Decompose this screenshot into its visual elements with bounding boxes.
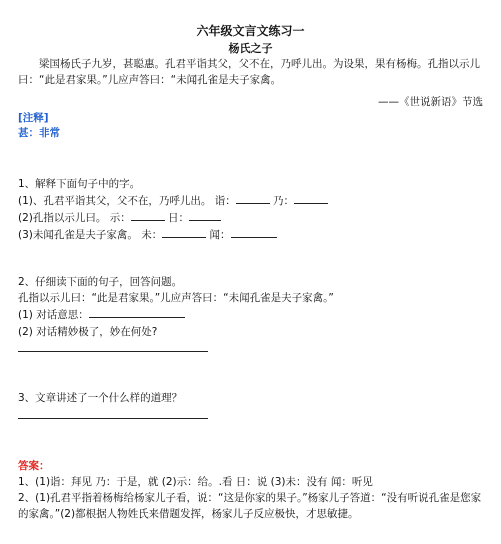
notes-heading: [注释] (18, 112, 49, 124)
answer-heading: 答案： (18, 460, 50, 472)
answer-2: 2、(1)孔君平指着杨梅给杨家儿子看，说：“这是你家的果子。”杨家儿子答道：“没有听说孔雀是您家的家禽。”(2)都根据人物姓氏来借题发挥，杨家儿子反应极快，才思敏捷。 (18, 492, 482, 520)
q1-line-1-text: (1)、孔君平诣其父，父不在，乃呼儿出。 诣： (18, 195, 236, 207)
answer-blank[interactable] (131, 210, 165, 221)
q2-quote: 孔指以示儿曰：“此是君家果。”儿应声答曰：“未闻孔雀是夫子家禽。” (18, 292, 334, 304)
q1-line-3-mid: 闻： (206, 229, 231, 241)
q3-heading: 3、文章讲述了一个什么样的道理？ (18, 392, 183, 404)
q1-line-2-text: (2)孔指以示儿曰。 示： (18, 212, 131, 224)
answer-line[interactable] (18, 418, 208, 419)
passage-title: 杨氏之子 (228, 42, 273, 55)
answer-blank[interactable] (294, 193, 328, 204)
q1-line-2-mid: 日： (164, 212, 190, 224)
q2-sub-1-label: (1) 对话意思： (18, 309, 89, 321)
note-item: 甚：非常 (18, 127, 60, 139)
q1-line-3 (18, 227, 277, 242)
q2-sub-1 (18, 307, 185, 322)
answer-blank[interactable] (89, 307, 185, 318)
answer-blank[interactable] (162, 227, 206, 238)
answer-line[interactable] (18, 351, 208, 352)
q2-sub-2: (2) 对话精妙极了，妙在何处? (18, 326, 158, 338)
q1-line-1-mid: 乃： (269, 195, 295, 207)
q1-heading: 1、解释下面句子中的字。 (18, 178, 141, 190)
q1-line-1 (18, 193, 328, 208)
q2-heading: 2、仔细读下面的句子，回答问题。 (18, 276, 183, 288)
answer-1: 1、(1)诣：拜见 乃：于是，就 (2)示：给。.看 日：说 (3)未：没有 闻：听见 (18, 476, 373, 488)
passage-text: 梁国杨氏子九岁，甚聪惠。孔君平诣其父，父不在，乃呼儿出。为设果，果有杨梅。孔指以示儿曰：“此是君家果。”儿应声答曰：“未闻孔雀是夫子家禽。 (18, 58, 480, 86)
answer-blank[interactable] (231, 227, 277, 238)
q1-line-2 (18, 210, 221, 225)
answer-blank[interactable] (189, 210, 221, 221)
answer-blank[interactable] (236, 193, 270, 204)
page-title: 六年级文言文练习一 (196, 24, 305, 38)
passage-source: ——《世说新语》节选 (378, 96, 483, 108)
q1-line-3-text: (3)未闻孔雀是夫子家禽。 未： (18, 229, 163, 241)
